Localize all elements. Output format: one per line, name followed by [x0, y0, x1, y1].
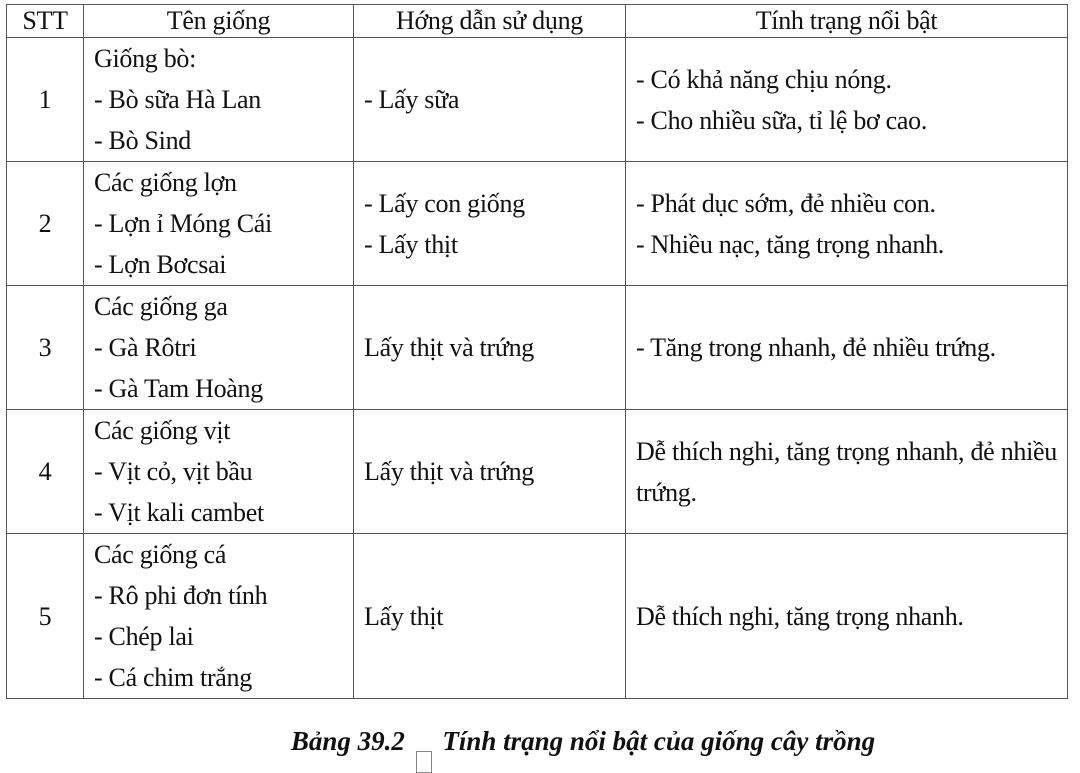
cell-name-line: Giống bò: [94, 44, 197, 73]
cell-usage-line: Lấy thịt và trứng [364, 333, 535, 362]
cell-name-line: - Vịt kali cambet [94, 498, 264, 527]
cell-traits [626, 38, 1068, 162]
cell-usage [354, 534, 626, 699]
cell-name-line: - Vịt cỏ, vịt bầu [94, 457, 253, 486]
cell-traits-line: - Phát dục sớm, đẻ nhiều con. [636, 188, 936, 218]
table-row [7, 410, 1068, 534]
cell-stt: 4 [7, 410, 84, 534]
cell-name [84, 286, 354, 410]
cell-name-line: - Lợn Bơcsai [94, 250, 227, 279]
table-row [7, 162, 1068, 286]
cell-traits [626, 286, 1068, 410]
cell-name [84, 534, 354, 699]
cell-traits-line: - Tăng trong nhanh, đẻ nhiều trứng. [636, 333, 996, 362]
cell-stt: 2 [7, 162, 84, 286]
caption-text: Tính trạng nổi bật của giống cây trồng [442, 726, 876, 756]
cell-usage [354, 162, 626, 286]
cell-name-line: - Rô phi đơn tính [94, 581, 268, 610]
table-caption [0, 726, 1080, 773]
cell-usage-line: - Lấy con giống [364, 188, 525, 218]
cell-name-line: - Lợn ỉ Móng Cái [94, 209, 272, 238]
header-traits: Tính trạng nổi bật [626, 5, 1068, 38]
cell-usage [354, 410, 626, 534]
header-name: Tên giống [84, 5, 354, 38]
cell-name [84, 410, 354, 534]
cell-traits [626, 534, 1068, 699]
cell-usage-line: Lấy thịt [364, 601, 444, 631]
cell-name-line: - Chép lai [94, 622, 194, 651]
missing-glyph-icon [416, 751, 432, 773]
cell-traits-line: - Cho nhiều sữa, tỉ lệ bơ cao. [636, 105, 928, 135]
caption-prefix: Bảng 39.2 [290, 726, 405, 756]
cell-name [84, 38, 354, 162]
table-row [7, 534, 1068, 699]
cell-traits [626, 410, 1068, 534]
cell-usage-line: - Lấy thịt [364, 229, 458, 259]
cell-name-line: - Bò sữa Hà Lan [94, 85, 261, 114]
cell-stt: 3 [7, 286, 84, 410]
cell-name [84, 162, 354, 286]
cell-name-line: - Bò Sind [94, 126, 191, 155]
cell-traits-line: Dễ thích nghi, tăng trọng nhanh. [636, 601, 964, 631]
cell-usage-line: - Lấy sữa [364, 85, 460, 114]
cell-name-line: Các giống vịt [94, 416, 231, 445]
cell-usage [354, 38, 626, 162]
cell-usage [354, 286, 626, 410]
cell-name-line: Các giống ga [94, 292, 228, 321]
table-row [7, 38, 1068, 162]
header-usage: Hớng dẫn sử dụng [354, 5, 626, 38]
cell-name-line: Các giống cá [94, 540, 227, 569]
cell-traits-line: Dễ thích nghi, tăng trọng nhanh, đẻ nhiều trứng. [636, 436, 1057, 507]
cell-name-line: Các giống lợn [94, 168, 237, 197]
breeds-table [6, 4, 1068, 699]
cell-name-line: - Cá chim trắng [94, 663, 252, 692]
cell-traits-line: - Có khả năng chịu nóng. [636, 64, 892, 94]
cell-stt: 5 [7, 534, 84, 699]
table-row [7, 286, 1068, 410]
cell-traits [626, 162, 1068, 286]
header-stt: STT [7, 5, 84, 38]
cell-name-line: - Gà Tam Hoàng [94, 374, 263, 403]
cell-traits-line: - Nhiều nạc, tăng trọng nhanh. [636, 229, 944, 259]
cell-name-line: - Gà Rôtri [94, 333, 197, 362]
header-row [7, 5, 1068, 38]
cell-stt: 1 [7, 38, 84, 162]
cell-usage-line: Lấy thịt và trứng [364, 457, 535, 486]
